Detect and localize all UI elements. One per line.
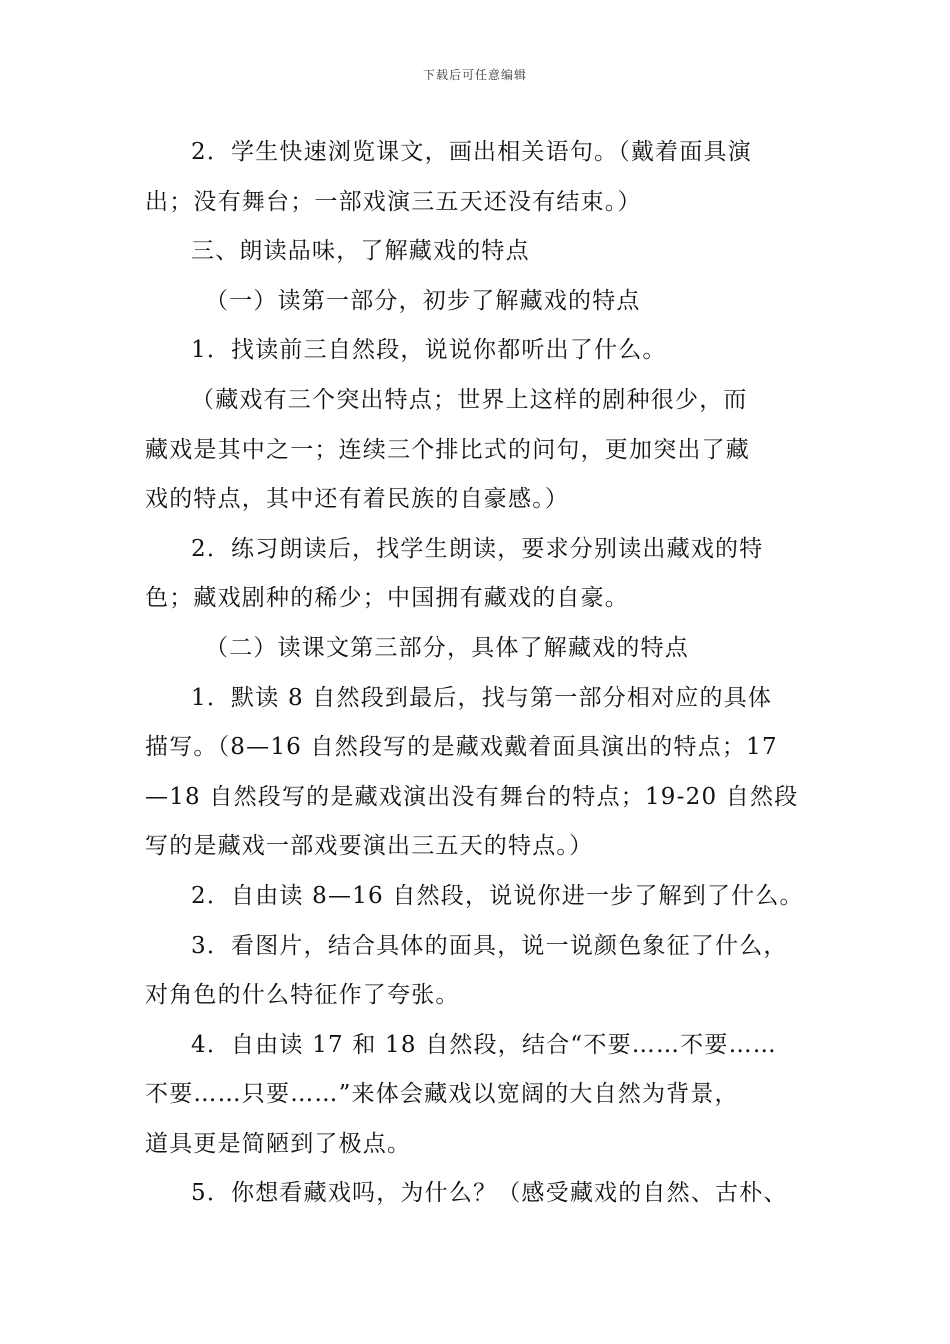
page-header-note: 下载后可任意编辑 xyxy=(422,68,527,82)
paragraph-line: 写的是藏戏一部戏要演出三五天的特点。） xyxy=(145,833,594,860)
paragraph-line: 2．练习朗读后，找学生朗读，要求分别读出藏戏的特 xyxy=(191,535,764,562)
paragraph-line: —18 自然段写的是藏戏演出没有舞台的特点；19-20 自然段 xyxy=(145,783,799,810)
section-heading: 三、朗读品味，了解藏戏的特点 xyxy=(191,238,530,265)
paragraph-line: 2．自由读 8—16 自然段，说说你进一步了解到了什么。 xyxy=(191,882,804,909)
document-body xyxy=(145,128,825,1219)
paragraph-line: 道具更是简陋到了极点。 xyxy=(145,1130,412,1157)
paragraph-line: 2．学生快速浏览课文，画出相关语句。（戴着面具演 xyxy=(191,139,752,165)
paragraph-line: 不要……只要……”来体会藏戏以宽阔的大自然为背景， xyxy=(145,1081,739,1108)
paragraph-line: 5．你想看藏戏吗，为什么？（感受藏戏的自然、古朴、 xyxy=(191,1180,788,1207)
subsection-heading: （一）读第一部分，初步了解藏戏的特点 xyxy=(205,287,641,314)
paragraph-line: 藏戏是其中之一；连续三个排比式的问句，更加突出了藏 xyxy=(145,436,750,463)
paragraph-line: 1．默读 8 自然段到最后，找与第一部分相对应的具体 xyxy=(191,684,773,711)
paragraph-line: 戏的特点，其中还有着民族的自豪感。） xyxy=(145,486,570,513)
paragraph-line: 描写。（8—16 自然段写的是藏戏戴着面具演出的特点；17 xyxy=(145,734,778,761)
paragraph-line: 色；藏戏剧种的稀少；中国拥有藏戏的自豪。 xyxy=(145,585,629,612)
paragraph-line: 出；没有舞台；一部戏演三五天还没有结束。） xyxy=(145,188,642,215)
paragraph-line: 3．看图片，结合具体的面具，说一说颜色象征了什么， xyxy=(191,932,788,959)
subsection-heading: （二）读课文第三部分，具体了解藏戏的特点 xyxy=(205,634,689,661)
paragraph-line: 1．找读前三自然段，说说你都听出了什么。 xyxy=(191,337,667,364)
paragraph-line: 4．自由读 17 和 18 自然段，结合“不要……不要…… xyxy=(191,1031,777,1058)
paragraph-line: （藏戏有三个突出特点；世界上这样的剧种很少，而 xyxy=(191,386,748,413)
paragraph-line: 对角色的什么特征作了夸张。 xyxy=(145,982,460,1009)
